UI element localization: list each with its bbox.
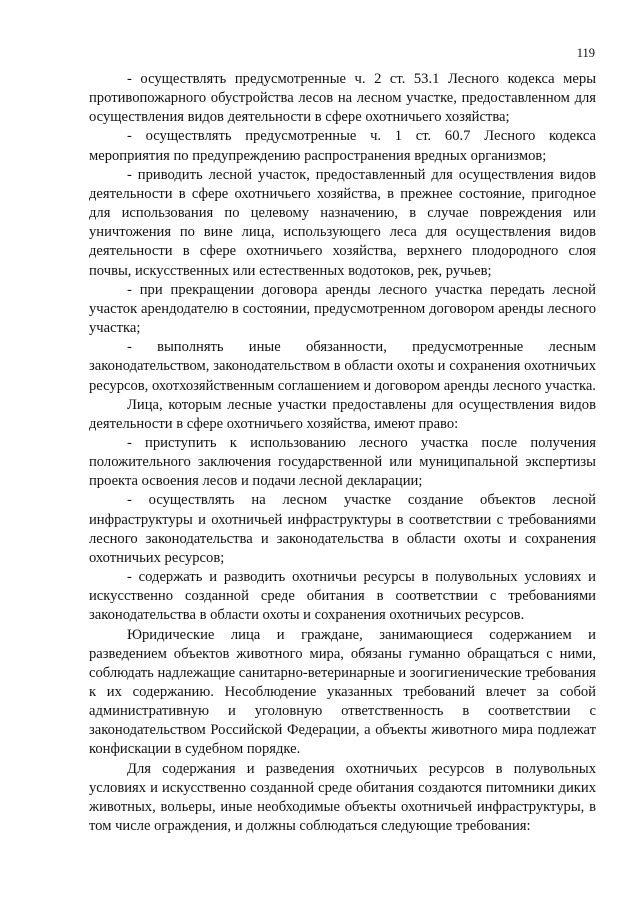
paragraph-humane-treatment: Юридические лица и граждане, занимающиеся содержанием и разведением объектов животного мира, обязаны гуманно обращаться с ними, соблюдать надлежащие санитарно-ветеринарные и зоогигиенические требования к их содержанию. Несоблюдение указанных требований влечет за собой административную и уголовную ответственность в соответствии с законодательством Российской Федерации, а объекты животного мира подлежат конфискации в судебном порядке. [89,626,596,758]
paragraph-rights-intro: Лица, которым лесные участки предоставлены для осуществления видов деятельности в сфере охотничьего хозяйства, имеют право: [89,396,596,432]
paragraph-breeding-requirements: Для содержания и разведения охотничьих ресурсов в полувольных условиях и искусственно созданной среде обитания создаются питомники диких животных, вольеры, иные необходимые объекты охотничьей инфраструктуры, в том числе ограждения, и должны соблюдаться следующие требования: [89,760,596,835]
paragraph-restore-land: - приводить лесной участок, предоставленный для осуществления видов деятельности в сфере охотничьего хозяйства, в прежнее состояние, пригодное для использования по целевому назначению, в случае повреждения или уничтожения по вине лица, использующего леса для осуществления видов деятельности в сфере охотничьего хозяйства, верхнего плодородного слоя почвы, искусственных или естественных водотоков, рек, ручьев; [89,166,596,279]
page-number: 119 [576,46,595,60]
paragraph-right-infrastructure: - осуществлять на лесном участке создание объектов лесной инфраструктуры и охотничьей инфраструктуры в соответствии с требованиями лесного законодательства и законодательства в области охоты и сохранения охотничьих ресурсов; [89,492,596,566]
paragraph-return-land: - при прекращении договора аренды лесного участка передать лесной участок арендодателю в состоянии, предусмотренном договором аренды лесного участка; [89,281,596,337]
paragraph-right-breeding: - содержать и разводить охотничьи ресурсы в полувольных условиях и искусственно созданной среде обитания в соответствии с требованиями законодательства в области охоты и сохранения охотничьих ресурсов. [89,569,596,624]
document-body [89,70,596,836]
paragraph-right-start-use: - приступить к использованию лесного участка после получения положительного заключения государственной или муниципальной экспертизы проекта освоения лесов и подачи лесной декларации; [89,434,596,490]
paragraph-pest-prevention: - осуществлять предусмотренные ч. 1 ст. 60.7 Лесного кодекса мероприятия по предупреждению распространения вредных организмов; [89,128,596,164]
paragraph-fire-safety-measures: - осуществлять предусмотренные ч. 2 ст. 53.1 Лесного кодекса меры противопожарного обустройства лесов на лесном участке, предоставленном для осуществления видов деятельности в сфере охотничьего хозяйства; [89,71,596,126]
paragraph-other-obligations: - выполнять иные обязанности, предусмотренные лесным законодательством, законодательством в области охоты и сохранения охотничьих ресурсов, охотхозяйственным соглашением и договором аренды лесного участка. [89,339,596,394]
